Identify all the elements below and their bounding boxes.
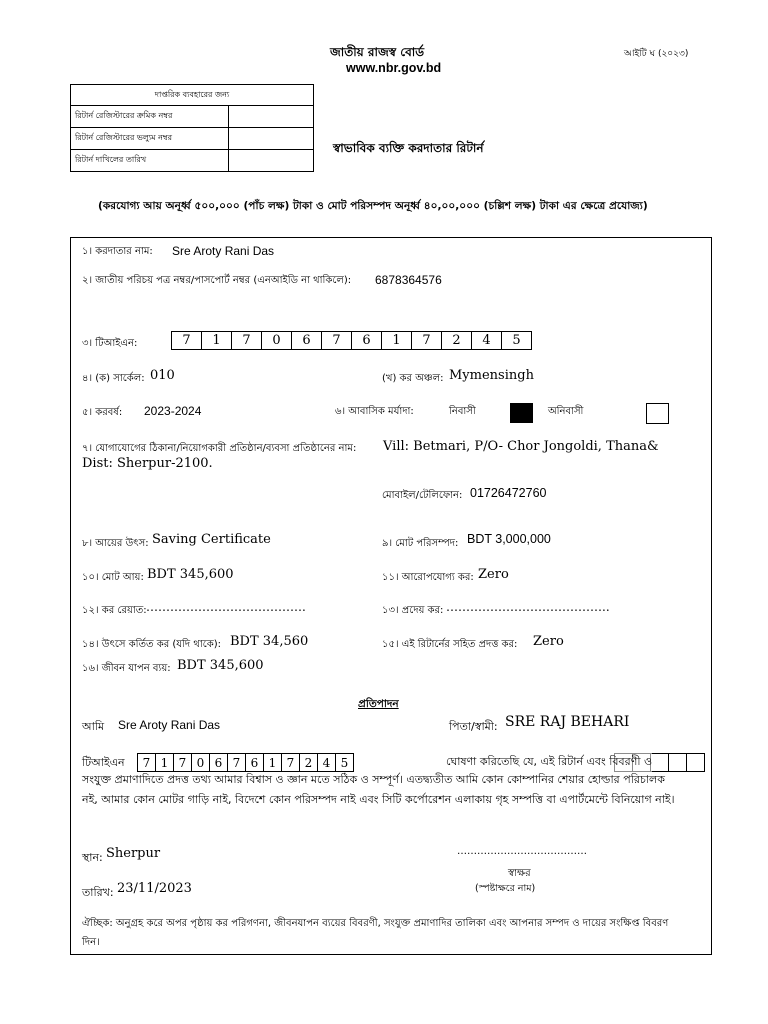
address-line1[interactable]: Vill: Betmari, P/O- Chor Jongoldi, Thana& [383, 439, 659, 454]
tin-digit[interactable]: 2 [441, 331, 472, 350]
taxpayer-name-label: ১। করদাতার নাম: [82, 246, 153, 257]
resident-checkbox[interactable] [510, 403, 533, 423]
total-income-value[interactable]: BDT 345,600 [147, 567, 234, 582]
tax-year-value[interactable]: 2023-2024 [144, 404, 202, 418]
tin-digit[interactable]: 7 [173, 753, 192, 772]
tin-digit[interactable]: 1 [201, 331, 232, 350]
taxpayer-name-value[interactable]: Sre Aroty Rani Das [172, 244, 275, 258]
taxable-label: ১১। আরোপযোগ্য কর: [382, 572, 474, 583]
office-row-value [229, 106, 314, 128]
tin-digit-boxes[interactable] [172, 331, 532, 350]
verification-ami: আমি [82, 720, 105, 733]
office-row-label: রিটার্ন দাখিলের তারিখ [71, 150, 229, 172]
non-resident-checkbox[interactable] [646, 403, 669, 424]
applicability-note: (করযোগ্য আয় অনূর্ধ্ব ৫০০,০০০ (পাঁচ লক্ষ) টাকা ও মোট পরিসম্পদ অনূর্ধ্ব ৪০,০০,০০০ (চল্লিশ লক্ষ) টাকা এর ক্ষেত্রে প্রযোজ্য) [98, 200, 648, 212]
source-tax-value[interactable]: BDT 34,560 [230, 634, 309, 649]
tin-digit[interactable]: 7 [281, 753, 300, 772]
tin-label: ৩। টিআইএন: [82, 338, 138, 349]
tin-digit[interactable]: 5 [501, 331, 532, 350]
tax-year-label: ৫। করবর্ষ: [82, 407, 123, 418]
office-row-value [229, 128, 314, 150]
non-resident-label: অনিবাসী [548, 406, 584, 417]
tin-digit[interactable]: 1 [263, 753, 282, 772]
tin-digit[interactable]: 5 [335, 753, 354, 772]
optional-note: ঐচ্ছিক: অনুগ্রহ করে অপর পৃষ্ঠায় কর পরিগণনা, জীবনযাপন ব্যয়ের বিবরণী, সংযুক্ত প্রমাণাদির তালিকা এবং আপনার সম্পদ ও দায়ের সংক্ষিপ্ত বিবরণ দিন। [82, 918, 669, 948]
payable-label: ১৩। প্রদেয় কর: [382, 605, 444, 616]
tin-digit[interactable]: 7 [137, 753, 156, 772]
nid-label: ২। জাতীয় পরিচয় পত্র নম্বর/পাসপোর্ট নম্বর (এনআইডি না থাকিলে): [82, 275, 352, 286]
declaration-start: ঘোষণা করিতেছি যে, এই রিটার্ন এবং বিবরণী ও [446, 753, 652, 772]
form-title: স্বাভাবিক ব্যক্তি করদাতার রিটার্ন [333, 141, 484, 155]
taxable-value[interactable]: Zero [478, 567, 509, 582]
rebate-label: ১২। কর রেয়াত: [82, 605, 147, 616]
verification-heading: প্রতিপাদন [358, 698, 399, 710]
rebate-dots: …………………………………. [146, 600, 306, 614]
tin-digit[interactable]: 7 [171, 331, 202, 350]
zone-value[interactable]: Mymensingh [449, 368, 534, 383]
tin-digit[interactable]: 6 [245, 753, 264, 772]
tin-digit[interactable]: 7 [321, 331, 352, 350]
tin-digit[interactable]: 0 [261, 331, 292, 350]
office-use-table [70, 84, 314, 172]
mobile-value[interactable]: 01726472760 [470, 486, 547, 500]
tin-digit[interactable]: 6 [291, 331, 322, 350]
date-value[interactable]: 23/11/2023 [117, 881, 192, 896]
tin-digit[interactable]: 1 [155, 753, 174, 772]
paid-tax-label: ১৫। এই রিটার্নের সহিত প্রদত্ত কর: [382, 639, 518, 650]
tin-digit[interactable]: 4 [317, 753, 336, 772]
zone-label: (খ) কর অঞ্চল: [382, 373, 444, 384]
tin-digit[interactable]: 4 [471, 331, 502, 350]
empty-digit-box [686, 753, 705, 772]
living-exp-label: ১৬। জীবন যাপন ব্যয়: [82, 663, 171, 674]
verification-tin-label: টিআইএন [82, 756, 125, 769]
tin-digit[interactable]: 0 [191, 753, 210, 772]
office-row-label: রিটার্ন রেজিস্টারের ক্রমিক নম্বর [71, 106, 229, 128]
tin-digit[interactable]: 7 [231, 331, 262, 350]
signature-label: স্বাক্ষর [508, 868, 531, 879]
declaration-paragraph: সংযুক্ত প্রমাণাদিতে প্রদত্ত তথ্য আমার বিশ্বাস ও জ্ঞান মতে সঠিক ও সম্পূর্ণ। এতদ্ব্যতীত আমি কোন কোম্পানির শেয়ার হোল্ডার পরিচালক নই, আমার কোন মোটর গাড়ি নাই, বিদেশে কোন পরিসম্পদ নাই এবং সিটি কর্পোরেশন এলাকায় গৃহ সম্পত্তি বা এপার্টমেন্টে বিনিয়োগ নাই। [82, 773, 675, 806]
signature-line[interactable]: ………………………………… [457, 846, 587, 857]
source-tax-label: ১৪। উৎসে কর্তিত কর (যদি থাকে): [82, 639, 222, 650]
place-label: স্থান: [82, 851, 103, 864]
office-use-title: দাপ্তরিক ব্যবহারের জন্য [71, 85, 314, 106]
income-source-label: ৮। আয়ের উৎস: [82, 538, 149, 549]
tin-digit[interactable]: 1 [381, 331, 412, 350]
resident-label: নিবাসী [449, 406, 476, 417]
total-assets-value[interactable]: BDT 3,000,000 [467, 532, 551, 546]
paid-tax-value[interactable]: Zero [533, 634, 564, 649]
form-code: আইটি ঘ (২০২৩) [624, 49, 689, 59]
tin-digit[interactable]: 7 [411, 331, 442, 350]
nid-value[interactable]: 6878364576 [375, 273, 442, 287]
total-assets-label: ৯। মোট পরিসম্পদ: [382, 538, 459, 549]
signature-sub-label: (স্পষ্টাক্ষরে নাম) [475, 883, 536, 894]
tin-digit[interactable]: 6 [209, 753, 228, 772]
residential-label: ৬। আবাসিক মর্যাদা: [335, 406, 414, 417]
father-label: পিতা/স্বামী: [449, 720, 498, 733]
office-row-label: রিটার্ন রেজিস্টারের ভল্যুম নম্বর [71, 128, 229, 150]
place-value[interactable]: Sherpur [106, 846, 161, 861]
address-label: ৭। যোগাযোগের ঠিকানা/নিয়োগকারী প্রতিষ্ঠান/ব্যবসা প্রতিষ্ঠানের নাম: [82, 443, 357, 454]
living-exp-value[interactable]: BDT 345,600 [177, 658, 264, 673]
office-row-value [229, 150, 314, 172]
tin-digit[interactable]: 2 [299, 753, 318, 772]
website[interactable]: www.nbr.gov.bd [346, 61, 442, 75]
mobile-label: মোবাইল/টেলিফোন: [382, 490, 463, 501]
circle-label: ৪। (ক) সার্কেল: [82, 373, 145, 384]
payable-dots: ………………………………….. [446, 600, 610, 614]
tin-digit[interactable]: 6 [351, 331, 382, 350]
address-line2[interactable]: Dist: Sherpur-2100. [82, 456, 213, 471]
board-title: জাতীয় রাজস্ব বোর্ড [330, 45, 425, 59]
father-value[interactable]: SRE RAJ BEHARI [505, 714, 630, 730]
total-income-label: ১০। মোট আয়: [82, 572, 144, 583]
date-label: তারিখ: [82, 886, 114, 899]
verification-name[interactable]: Sre Aroty Rani Das [118, 718, 221, 732]
income-source-value[interactable]: Saving Certificate [152, 532, 271, 547]
tin-digit[interactable]: 7 [227, 753, 246, 772]
circle-value[interactable]: 010 [150, 368, 175, 383]
